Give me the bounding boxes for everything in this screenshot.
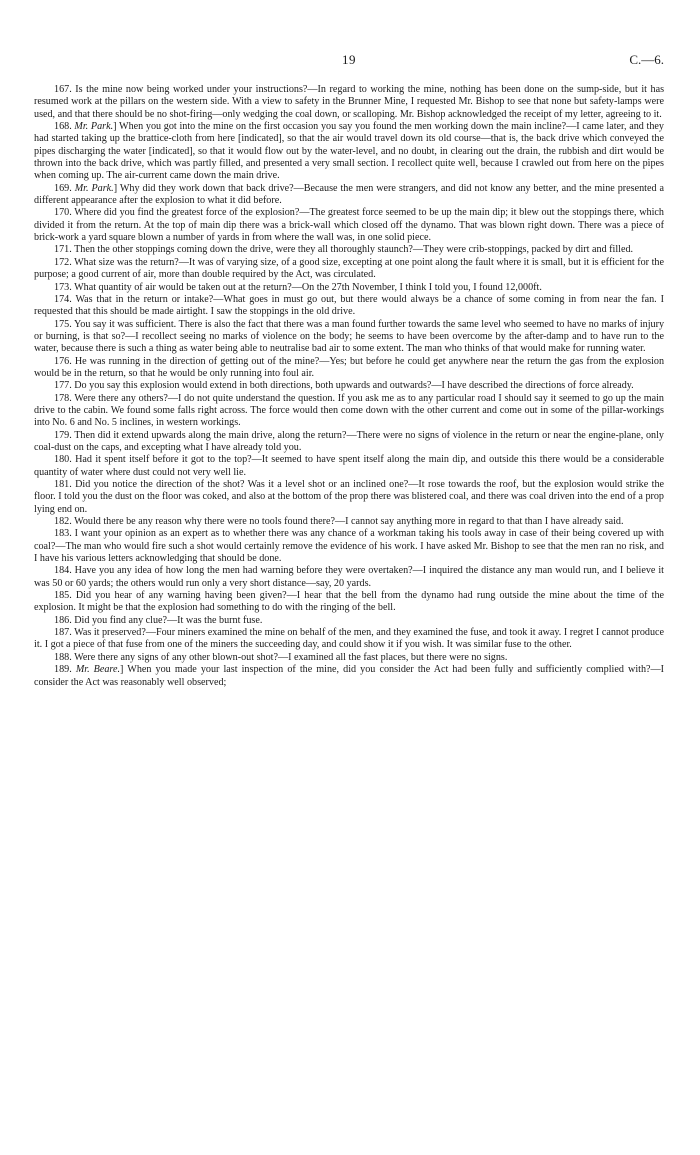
testimony-paragraph [34, 121, 664, 183]
paragraph-text: Then the other stoppings coming down the drive, were they all thoroughly staunch?—They were crib-stoppings, packed by dirt and filled. [74, 244, 634, 256]
paragraph-text: When you made your last inspection of the mine, did you consider the Act had been fully and sufficiently complied with?—I consider the Act was reasonably well observed; [34, 664, 664, 688]
question-number: 186. [54, 614, 72, 626]
testimony-paragraph [34, 183, 664, 208]
testimony-paragraph [34, 430, 664, 455]
testimony-paragraph [34, 454, 664, 479]
paragraph-text: Did you find any clue?—It was the burnt fuse. [74, 614, 263, 626]
speaker-bracket: ] [113, 182, 118, 194]
speaker-bracket: ] [113, 121, 117, 133]
paragraph-text: When you got into the mine on the first occasion you say you found the men working down the main incline?—I came later, and they had started taking up the brattice-cloth from here [indicated], so that the air would travel down its old course—that is, the back drive which conveyed the pipes discharging the water [indicated], so that it would flow out by the water-level, and no doubt, in clearing out the drain, the rubbish and dirt would be thrown into the back drive, which was partly filled, and presented a very small section. I recollect quite well, because I crawled out from here on the pipes when coming up. The air-current came down the main drive. [34, 121, 664, 182]
testimony-paragraph [34, 516, 664, 528]
question-number: 173. [54, 281, 72, 293]
paragraph-text: Did you notice the direction of the shot? Was it a level shot or an inclined one?—It rose towards the roof, but the explosion would strike the floor. I told you the dust on the floor was coked, and also at the bottom of the prop there was blistered coal, and there was coal driven into the end of a prop lying end on. [34, 479, 664, 515]
question-number: 178. [54, 392, 72, 404]
question-number: 187. [54, 627, 72, 639]
testimony-paragraph [34, 615, 664, 627]
paragraph-text: Then did it extend upwards along the main drive, along the return?—There were no signs of violence in the return or near the engine-plane, only coal-dust on the caps, and excepting what I have already told you. [34, 429, 664, 453]
testimony-paragraph [34, 244, 664, 256]
testimony-paragraph [34, 282, 664, 294]
question-number: 189. [54, 664, 72, 676]
speaker-name: Mr. Beare. [75, 664, 121, 676]
question-number: 174. [54, 293, 72, 305]
testimony-paragraph [34, 664, 664, 689]
testimony-paragraph [34, 257, 664, 282]
paragraph-text: Do you say this explosion would extend in both directions, both upwards and outwards?—I have described the directions of force already. [74, 380, 634, 392]
paragraph-text: Had it spent itself before it got to the top?—It seemed to have spent itself along the main dip, and outside this there would be a considerable quantity of water where dust could not very well lie. [34, 454, 664, 478]
question-number: 175. [54, 318, 72, 330]
paragraph-text: I want your opinion as an expert as to whether there was any chance of a workman taking his tools away in case of their being covered up with coal?—The man who would fire such a shot would certainly remove the evidence of his work. I have asked Mr. Bishop to see that the men ran no risk, and I have his various letters acknowledging that should be done. [34, 528, 664, 565]
question-number: 168. [54, 121, 72, 133]
testimony-paragraph [34, 393, 664, 430]
testimony-paragraph [34, 84, 664, 121]
testimony-paragraph [34, 356, 664, 381]
testimony-paragraph [34, 207, 664, 244]
question-number: 171. [54, 244, 72, 256]
question-number: 185. [54, 590, 72, 602]
page-header [34, 52, 664, 70]
testimony-body [34, 84, 664, 689]
testimony-paragraph [34, 294, 664, 319]
testimony-paragraph [34, 380, 664, 392]
paragraph-text: Is the mine now being worked under your instructions?—In regard to working the mine, nothing has been done on the sump-side, but it has resumed work at the pillars on the western side. With a view to safety in the Brunner Mine, I requested Mr. Bishop to see that none but safety-lamps were used, and that there should be no shot-firing—only wedging the coal down, or scalloping. Mr. Bishop acknowledged the receipt of my letter, agreeing to it. [34, 84, 665, 120]
speaker-name: Mr. Park. [74, 182, 114, 194]
question-number: 169. [54, 182, 72, 194]
question-number: 180. [54, 454, 72, 466]
speaker-name: Mr. Park. [74, 121, 114, 133]
question-number: 172. [54, 256, 72, 268]
question-number: 183. [54, 528, 72, 540]
paragraph-text: Were there any others?—I do not quite understand the question. If you ask me as to any particular road I should say it seemed to go up the main drive to the cabin. We found some falls right across. The force would then come down with the other current and come out in some of the pillar-workings into No. 6 and No. 5 inclines, in western workings. [34, 392, 664, 429]
question-number: 167. [54, 84, 72, 95]
question-number: 176. [54, 355, 72, 367]
paragraph-text: Where did you find the greatest force of the explosion?—The greatest force seemed to be up the main dip; it blew out the stoppings there, which divided it from the return. At the top of main dip there was a brick-wall which closed off the dynamo. That was blown right down. There was a piece of brick-work a yard square blown a number of yards in from where the wall was, in one solid piece. [34, 207, 664, 244]
testimony-paragraph [34, 627, 664, 652]
paragraph-text: Was it preserved?—Four miners examined the mine on behalf of the men, and they examined the fuse, and took it away. I regret I cannot produce it. I got a piece of that fuse from one of the miners the succeeding day, and could show it if you wish. It was similar fuse to the other. [34, 627, 664, 651]
question-number: 177. [54, 380, 72, 392]
page-number: 19 [342, 52, 356, 67]
paragraph-text: You say it was sufficient. There is also the fact that there was a man found further towards the same level who seemed to have no marks of injury or burning, is that so?—I recollect seeing no marks of violence on the body; he seems to have been overcome by the after-damp and to have run to the water, because there is such a thing as water being able to neutralise bad air to some extent. The man who thinks of that would make for running water. [34, 318, 665, 355]
question-number: 182. [54, 516, 72, 528]
question-number: 184. [54, 565, 72, 577]
testimony-paragraph [34, 565, 664, 590]
paragraph-text: Did you hear of any warning having been given?—I hear that the bell from the dynamo had rung outside the mine about the time of the explosion. It might be that the explosion had something to do with the ringing of the bell. [34, 590, 664, 614]
question-number: 179. [54, 429, 72, 441]
paragraph-text: What size was the return?—It was of varying size, of a good size, excepting at one point along the fault where it is small, but it is efficient for the purpose; a good current of air, more than double required by the Act, was circulated. [34, 256, 664, 281]
question-number: 188. [54, 651, 72, 663]
testimony-paragraph [34, 528, 664, 565]
paragraph-text: Were there any signs of any other blown-out shot?—I examined all the fast places, but there were no signs. [74, 651, 508, 663]
paragraph-text: Would there be any reason why there were no tools found there?—I cannot say anything more in regard to that than I have already said. [74, 516, 624, 528]
question-number: 181. [54, 479, 72, 490]
paragraph-text: Was that in the return or intake?—What goes in must go out, but there would always be a chance of some coming in from near the fan. I requested that this should be made airtight. I saw the stoppings in the old drive. [34, 293, 664, 318]
question-number: 170. [54, 207, 72, 219]
paper-code: C.—6. [629, 52, 664, 67]
testimony-paragraph [34, 652, 664, 664]
paragraph-text: What quantity of air would be taken out at the return?—On the 27th November, I think I told you, I found 12,000ft. [74, 281, 542, 293]
testimony-paragraph [34, 590, 664, 615]
paragraph-text: Have you any idea of how long the men had warning before they were overtaken?—I inquired the distance any man would run, and I believe it was 50 or 60 yards; the others would run only a very short distance—say, 20 yards. [34, 565, 664, 589]
testimony-paragraph [34, 479, 664, 516]
testimony-paragraph [34, 319, 664, 356]
paragraph-text: Why did they work down that back drive?—Because the men were strangers, and did not know any better, and the mine presented a different appearance after the explosion to what it did before. [34, 182, 664, 207]
speaker-bracket: ] [120, 664, 124, 676]
paragraph-text: He was running in the direction of getting out of the mine?—Yes; but before he could get anywhere near the return the gas from the explosion would be in the return, so that he would be only running into foul air. [34, 355, 665, 379]
